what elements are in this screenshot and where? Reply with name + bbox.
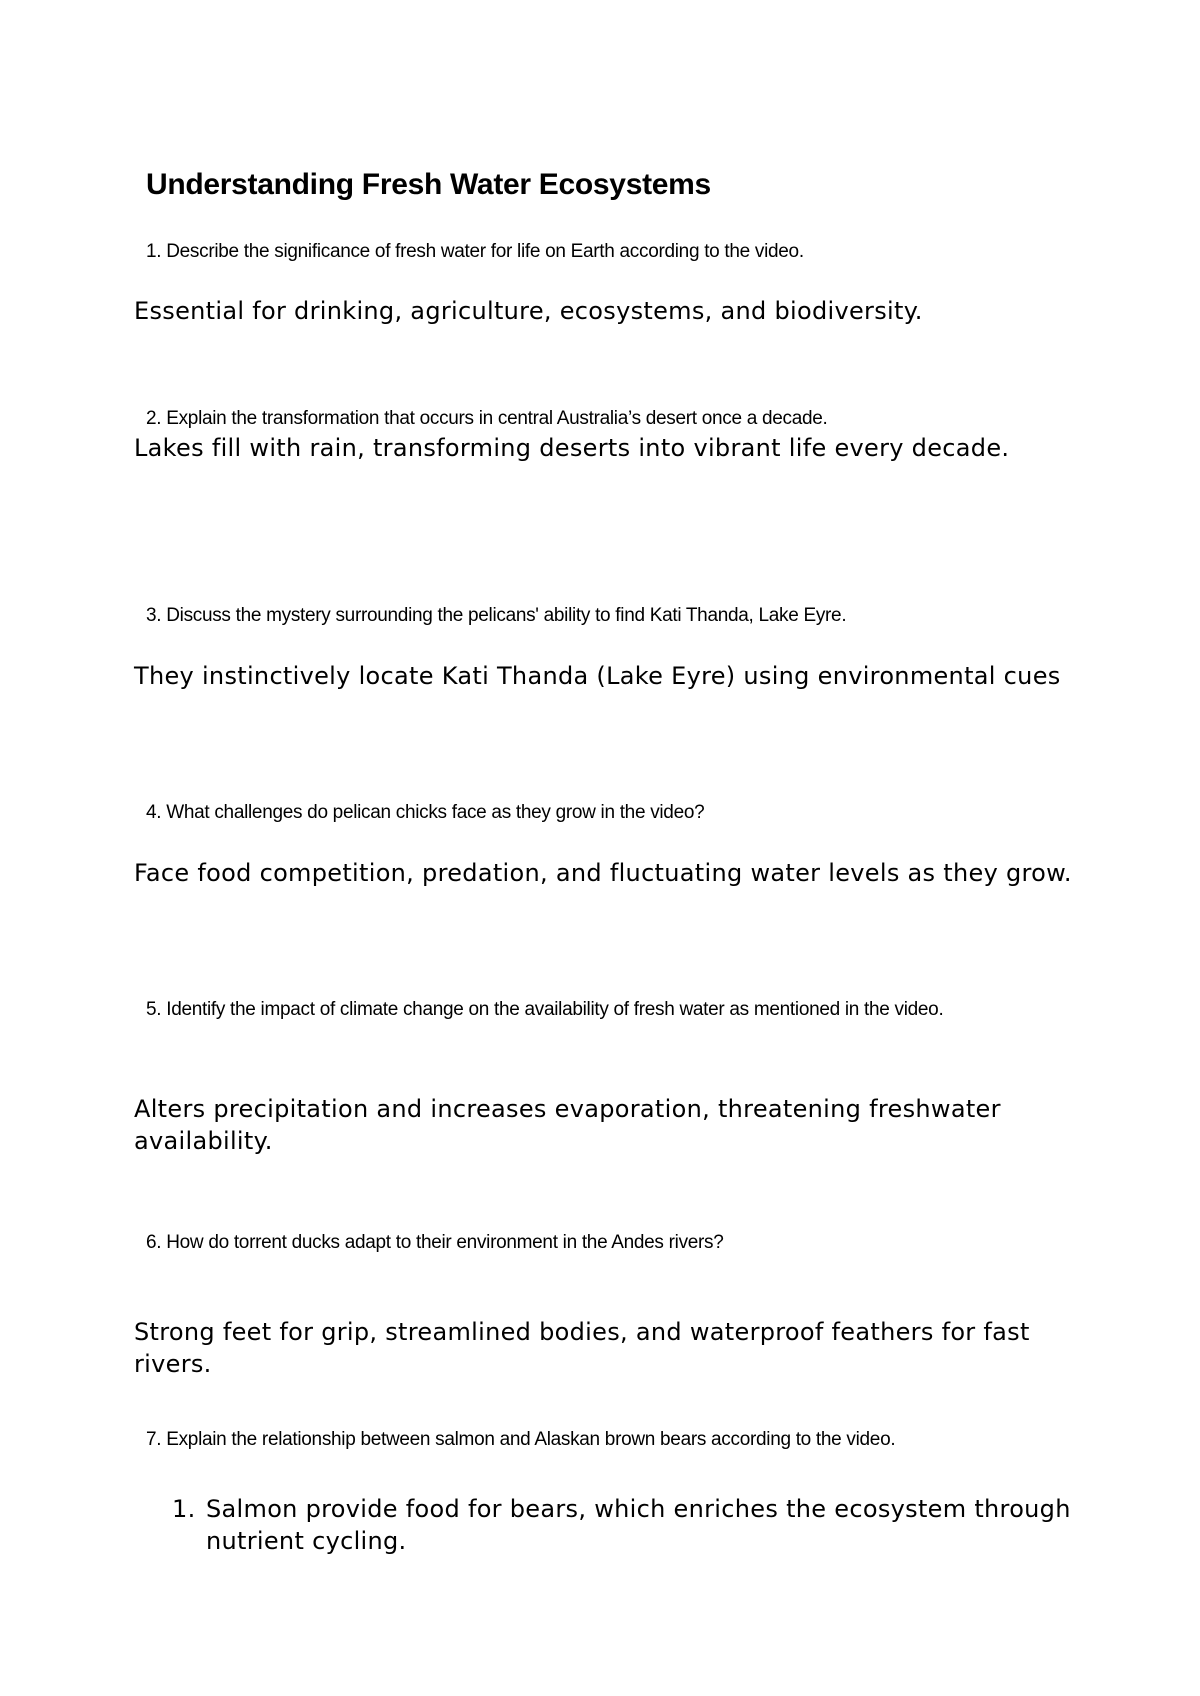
question-1: 1. Describe the significance of fresh water for life on Earth according to the video. — [146, 241, 804, 262]
answer-7-list — [134, 1493, 1074, 1557]
answer-5: Alters precipitation and increases evaporation, threatening freshwater availability. — [134, 1095, 1001, 1155]
question-2: 2. Explain the transformation that occurs in central Australia’s desert once a decade. — [146, 408, 828, 429]
answer-6: Strong feet for grip, streamlined bodies, and waterproof feathers for fast rivers. — [134, 1318, 1030, 1378]
question-6: 6. How do torrent ducks adapt to their environment in the Andes rivers? — [146, 1232, 724, 1253]
answer-2: Lakes fill with rain, transforming deserts into vibrant life every decade. — [134, 434, 1010, 462]
answer-7-list-item — [134, 1493, 1074, 1557]
question-4: 4. What challenges do pelican chicks face as they grow in the video? — [146, 802, 705, 823]
question-7: 7. Explain the relationship between salmon and Alaskan brown bears according to the video. — [146, 1429, 896, 1450]
answer-7: Salmon provide food for bears, which enriches the ecosystem through nutrient cycling. — [206, 1495, 1071, 1555]
answer-1: Essential for drinking, agriculture, ecosystems, and biodiversity. — [134, 297, 923, 325]
question-5: 5. Identify the impact of climate change on the availability of fresh water as mentioned in the video. — [146, 999, 944, 1020]
document-title: Understanding Fresh Water Ecosystems — [146, 168, 711, 201]
answer-4: Face food competition, predation, and fluctuating water levels as they grow. — [134, 859, 1072, 887]
answer-3: They instinctively locate Kati Thanda (Lake Eyre) using environmental cues — [134, 662, 1061, 690]
list-number: 1. — [172, 1495, 196, 1523]
question-3: 3. Discuss the mystery surrounding the pelicans' ability to find Kati Thanda, Lake Eyre. — [146, 605, 847, 626]
